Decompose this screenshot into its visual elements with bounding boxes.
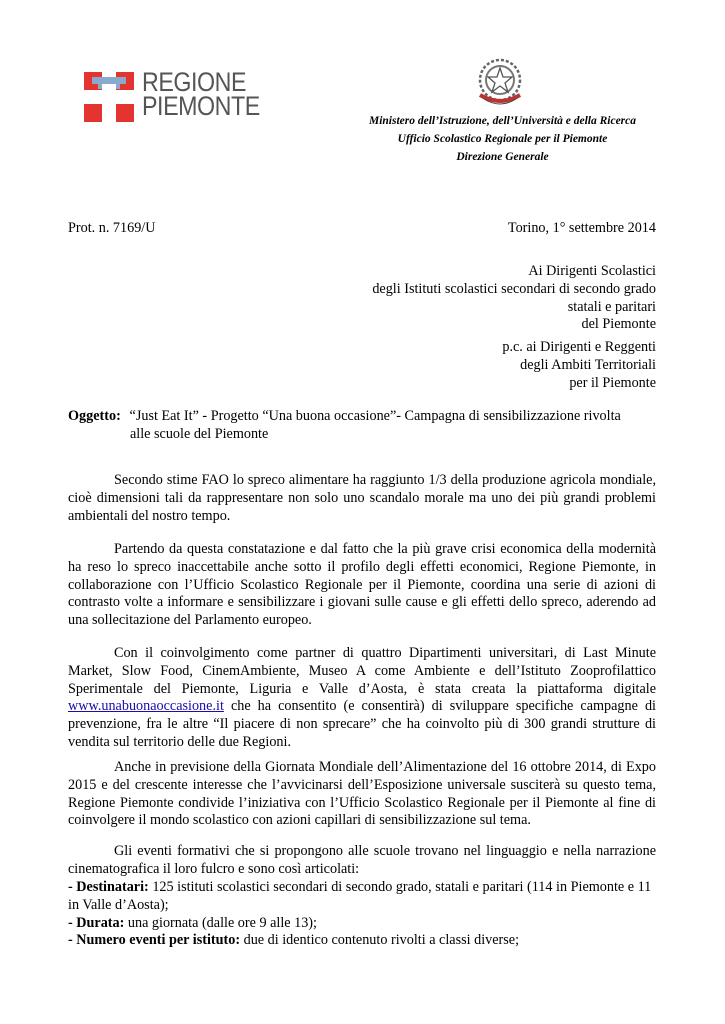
letter-date: Torino, 1° settembre 2014: [507, 220, 656, 236]
recipient-line: statali e paritari: [567, 298, 656, 315]
subject-line-2: alle scuole del Piemonte: [130, 425, 269, 442]
platform-link[interactable]: www.unabuonaoccasione.it: [68, 698, 224, 715]
list-item-label: - Numero eventi per istituto:: [68, 932, 241, 949]
paragraph-1: Secondo stime FAO lo spreco alimentare ha raggiunto 1/3 della produzione agricola mondiale, cioè dimensioni tali da rappresentare non solo uno scandalo morale ma uno dei più grandi problemi ambientali del nostro tempo.: [68, 472, 656, 524]
regione-piemonte-logo: [84, 67, 264, 130]
cc-line: p.c. ai Dirigenti e Reggenti: [502, 339, 656, 355]
directorate-name: Direzione Generale: [456, 151, 549, 163]
logo-line-2: PIEMONTE: [142, 91, 260, 121]
office-name: Ufficio Scolastico Regionale per il Piemonte: [397, 133, 608, 145]
event-details-list: [68, 879, 656, 950]
ministry-name: Ministero dell’Istruzione, dell’Università e della Ricerca: [368, 115, 637, 127]
piemonte-cross-icon: [84, 72, 134, 122]
list-item-text: 125 istituti scolastici secondari di secondo grado, statali e paritari (114 in Piemonte e 11 in Valle d’Aosta);: [68, 879, 652, 913]
list-item: [68, 879, 656, 915]
protocol-number: Prot. n. 7169/U: [68, 220, 156, 236]
list-item-label: - Destinatari:: [68, 879, 149, 895]
paragraph-4: Anche in previsione della Giornata Mondiale dell’Alimentazione del 16 ottobre 2014, di Expo 2015 e del crescente interesse che l’avvicinarsi dell’Esposizione universale susciterà su questo tema, Regione Piemonte condivide l’iniziativa con l’Ufficio Scolastico Regionale per il Piemonte al fine di coinvolgere il mondo scolastico con azioni capillari di sensibilizzazione sul tema.: [68, 759, 656, 829]
logo-wordmark: [142, 67, 260, 121]
subject-block: [68, 408, 656, 444]
subject-label: Oggetto:: [68, 408, 121, 424]
list-item: [68, 932, 656, 950]
primary-recipients: [372, 263, 656, 334]
paragraph-3-end: che ha consentito (e consentirà) di sviluppare specifiche campagne di prevenzione, fra le altre “Il piacere di non sprecare” che ha coinvolto più di 300 grandi strutture di vendita sul territorio delle due Regioni.: [68, 698, 656, 750]
paragraph-3: [68, 645, 656, 752]
cc-line: degli Ambiti Territoriali: [520, 356, 656, 373]
recipient-line: del Piemonte: [581, 316, 656, 333]
paragraph-5: Gli eventi formativi che si propongono alle scuole trovano nel linguaggio e nella narrazione cinematografica il loro fulcro e sono così articolati:: [68, 843, 656, 877]
logo-line-1: REGIONE: [142, 67, 247, 97]
recipient-line: degli Istituti scolastici secondari di secondo grado: [372, 280, 656, 297]
paragraph-3-start: Con il coinvolgimento come partner di quattro Dipartimenti universitari, di Last Minute Market, Slow Food, CinemAmbiente, Museo A come Ambiente e dell’Istituto Zooprofilattico Sperimentale del Piemonte, Liguria e Valle d’Aosta, è stata creata la piattaforma digitale: [68, 645, 656, 697]
cc-line: per il Piemonte: [569, 374, 656, 391]
ministry-header: [320, 112, 685, 166]
list-item: [68, 915, 656, 933]
list-item-text: due di identico contenuto rivolti a classi diverse;: [240, 932, 520, 949]
list-item-text: una giornata (dalle ore 9 alle 13);: [124, 914, 317, 931]
paragraph-2: Partendo da questa constatazione e dal fatto che la più grave crisi economica della modernità ha reso lo spreco inaccettabile anche sotto il profilo degli effetti economici, Regione Piemonte, in collaborazione con l’Ufficio Scolastico Regionale per il Piemonte, coordina una serie di azioni di contrasto volte a informare e sensibilizzare i giovani sulle cause e gli effetti dello spreco, aderendo ad una sollecitazione del Parlamento europeo.: [68, 541, 656, 629]
subject-line-1: “Just Eat It” - Progetto “Una buona occasione”- Campagna di sensibilizzazione rivolta: [129, 408, 621, 424]
list-item-label: - Durata:: [68, 914, 125, 931]
recipient-line: Ai Dirigenti Scolastici: [528, 263, 656, 279]
cc-recipients: [502, 339, 656, 392]
italian-republic-emblem-icon: [472, 55, 528, 109]
